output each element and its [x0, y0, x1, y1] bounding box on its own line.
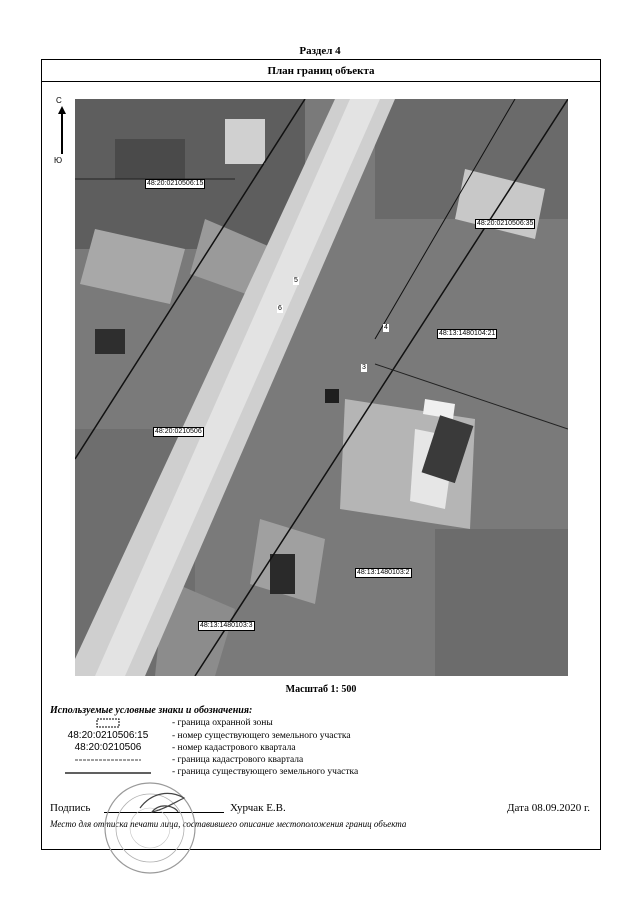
thin-line-icon — [48, 754, 168, 766]
legend-desc: - номер кадастрового квартала — [172, 743, 296, 753]
legend-row — [48, 730, 568, 742]
scale-label: Масштаб 1: 500 — [285, 684, 357, 695]
parcel-label: 48:13:1480103:3 — [200, 622, 253, 629]
section-title: Раздел 4 — [299, 45, 341, 57]
signature-date: Дата 08.09.2020 г. — [507, 802, 590, 814]
plan-title: План границ объекта — [42, 60, 600, 82]
legend-desc: - номер существующего земельного участка — [172, 731, 351, 741]
point-label: 3 — [362, 364, 366, 371]
parcel-label: 48:20:0210506:15 — [147, 180, 204, 187]
point-label: 5 — [294, 277, 298, 284]
stamp-place-note: Место для оттиска печати лица, составившего описание местоположения границ объекта — [50, 819, 407, 829]
hatched-rectangle-icon — [48, 717, 168, 729]
legend-symbol: 48:20:0210506:15 — [67, 730, 149, 741]
aerial-map — [75, 99, 568, 676]
north-arrow — [54, 96, 70, 168]
legend-desc: - граница существующего земельного участка — [172, 767, 359, 777]
legend-row — [48, 754, 568, 766]
point-label: 6 — [278, 305, 282, 312]
plan-frame — [41, 59, 601, 850]
north-label: С — [56, 96, 62, 105]
legend-row — [48, 742, 568, 754]
seal-icon — [100, 776, 204, 876]
stamp-seal — [100, 776, 204, 876]
signature-label: Подпись — [50, 802, 91, 814]
signer-name: Хурчак Е.В. — [230, 802, 286, 814]
legend-desc: - граница кадастрового квартала — [172, 755, 304, 765]
parcel-label: 48:13:1480103:2 — [357, 569, 410, 576]
legend-row — [48, 717, 568, 729]
parcel-label: 48:20:0210506:35 — [477, 220, 534, 227]
quarter-label: 48:20:0210506 — [155, 428, 202, 435]
parcel-label: 48:13:1480104:21 — [439, 330, 496, 337]
point-label: 4 — [384, 324, 388, 331]
legend-desc: - граница охранной зоны — [172, 718, 273, 728]
south-label: Ю — [54, 156, 63, 165]
legend-symbol: 48:20:0210506 — [74, 742, 142, 753]
legend-title: Используемые условные знаки и обозначения: — [50, 705, 253, 716]
